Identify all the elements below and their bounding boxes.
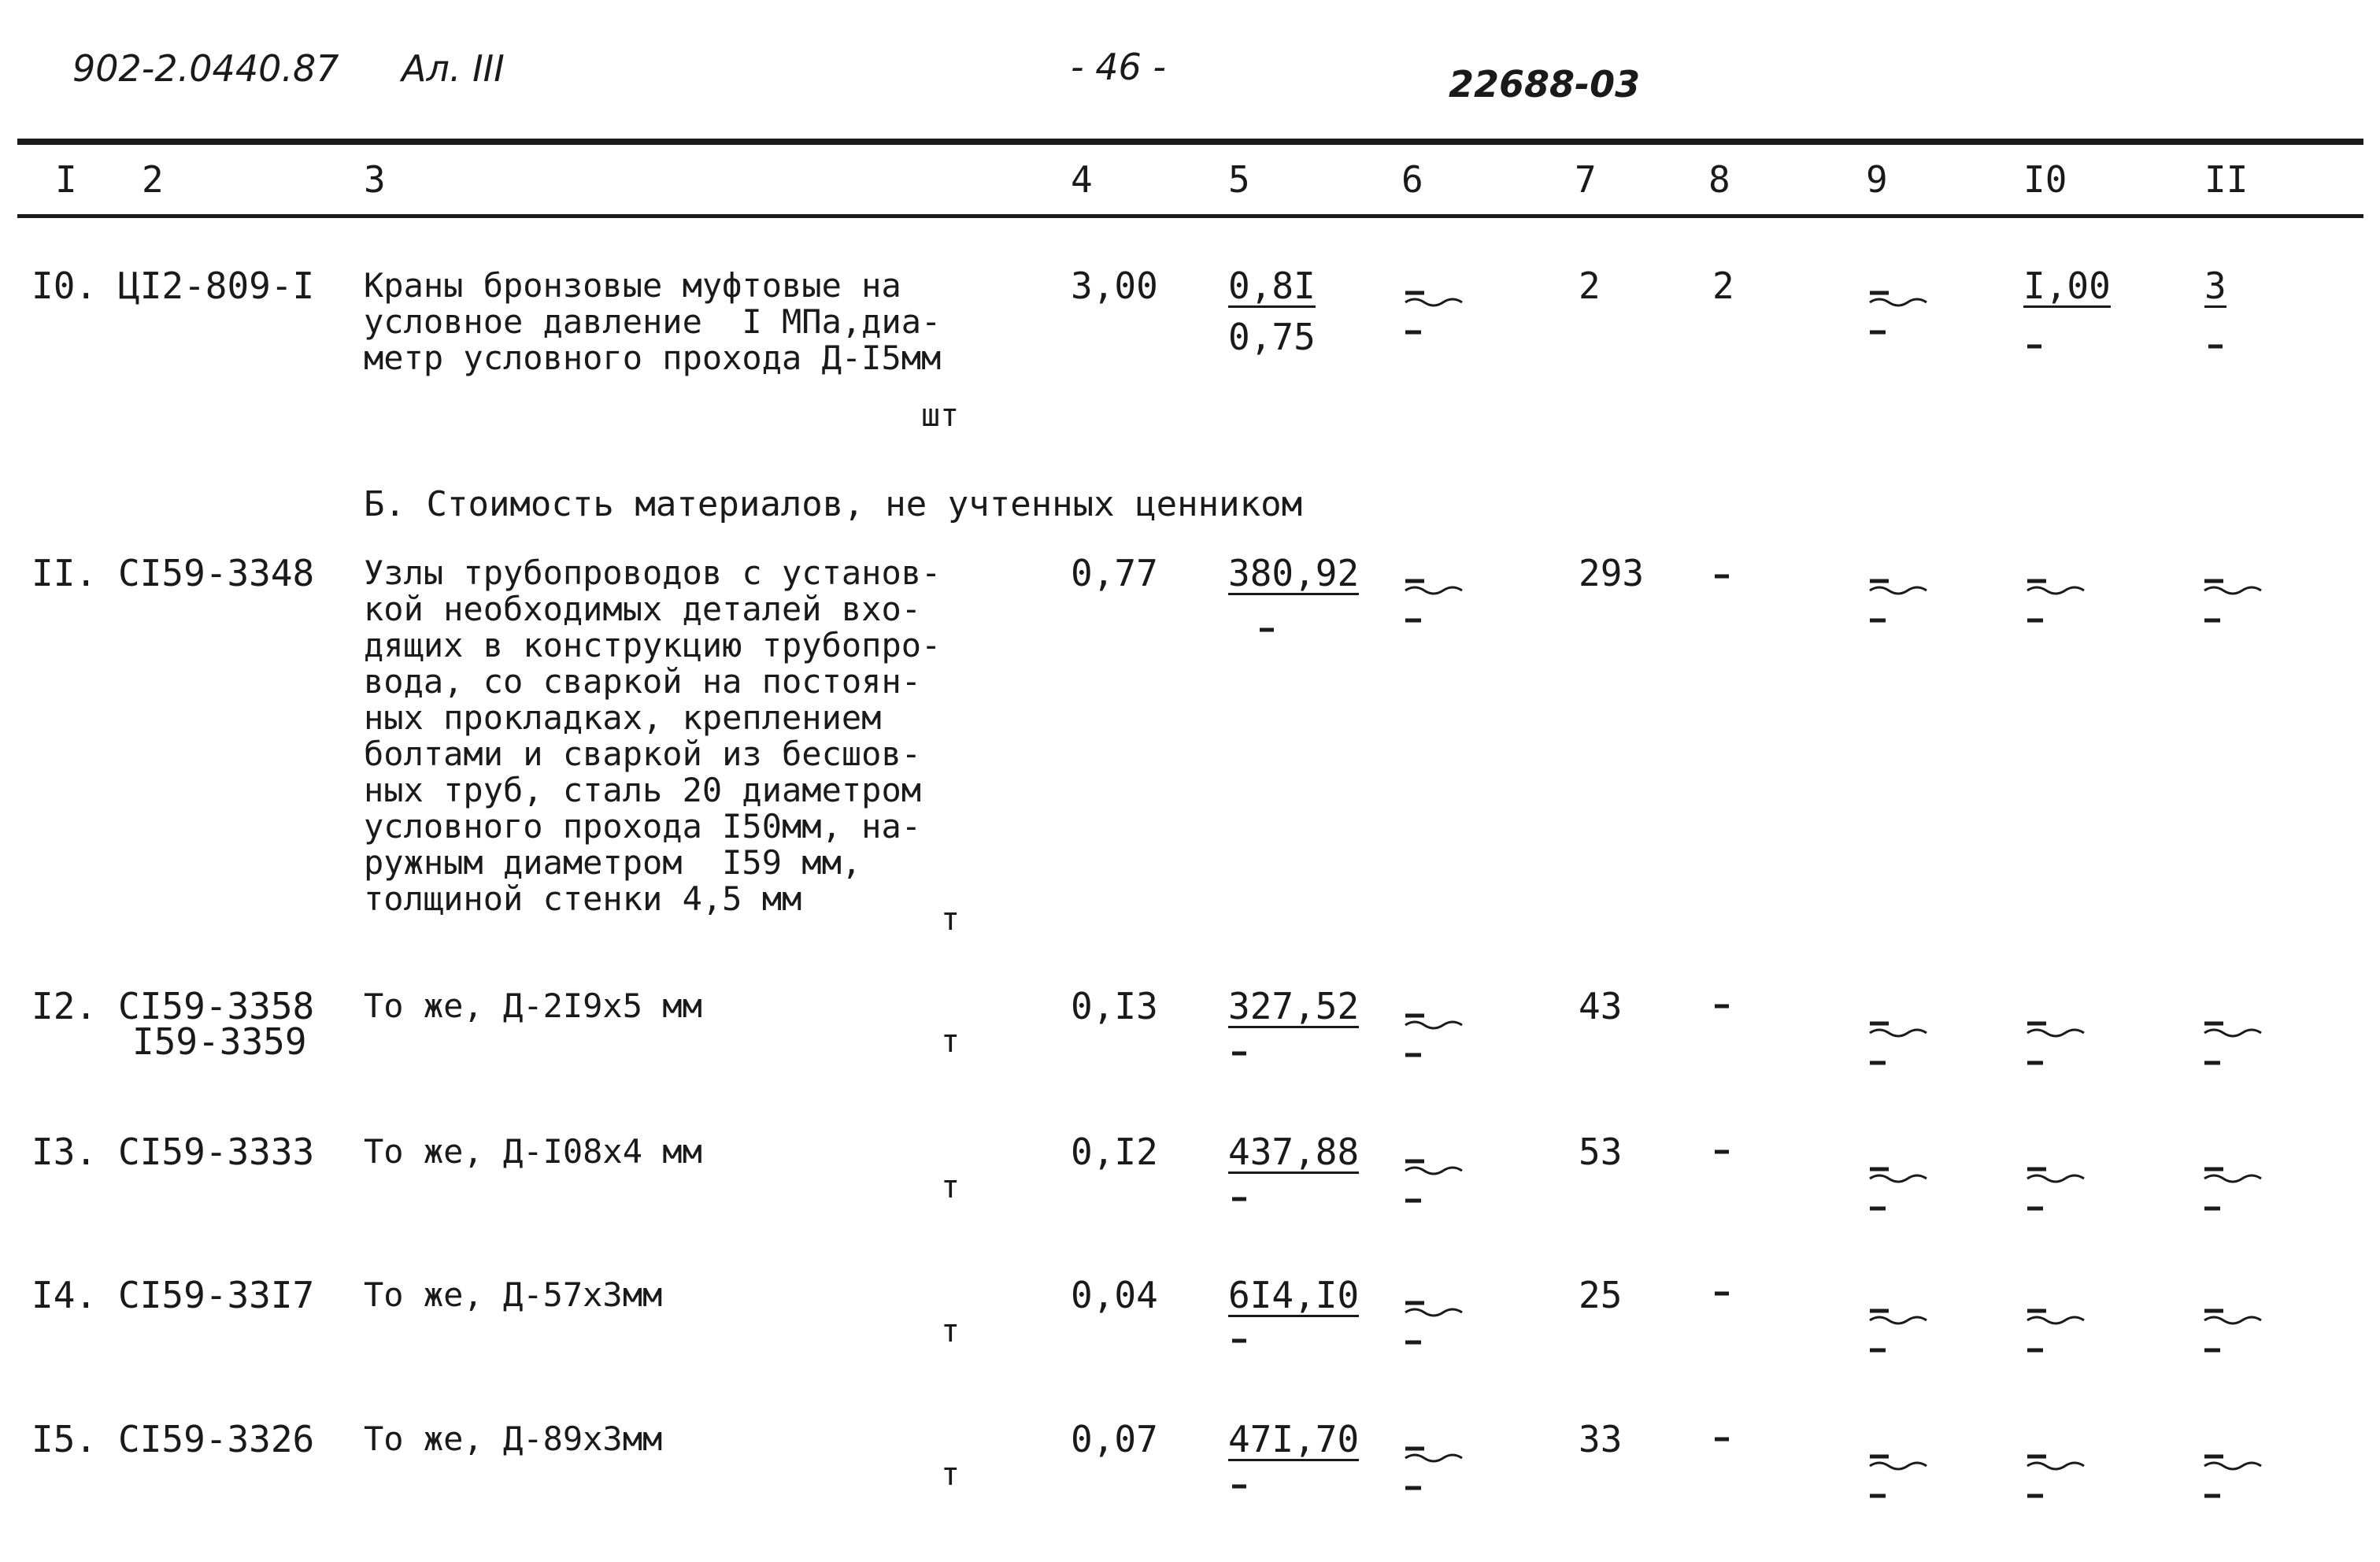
row-code: ЦI2-809-I — [118, 265, 315, 307]
col-header: II — [2204, 158, 2249, 201]
empty-cell-mark — [1405, 1449, 1462, 1488]
row-number: I3. — [31, 1131, 98, 1173]
empty-cell-mark — [1870, 581, 1927, 620]
row-col5-top: 437,88 — [1228, 1131, 1360, 1173]
col-header: 8 — [1708, 158, 1730, 201]
row-code: CI59-3358 — [118, 985, 315, 1027]
row-code: CI59-3326 — [118, 1418, 315, 1460]
row-col5-bottom: 0,75 — [1228, 316, 1316, 358]
row-col4: 0,I3 — [1071, 985, 1158, 1027]
row-col8: 2 — [1712, 265, 1734, 307]
row-number: II. — [31, 552, 98, 594]
empty-cell-mark — [1405, 293, 1462, 332]
row-col7: 2 — [1579, 265, 1601, 307]
row-description: То же, Д-2I9х5 мм — [364, 986, 702, 1025]
row-col4: 0,04 — [1071, 1274, 1158, 1316]
album-label: Ал. III — [402, 47, 505, 90]
col-header: 4 — [1071, 158, 1093, 201]
empty-cell-mark — [1870, 1169, 1927, 1209]
row-unit: т — [941, 1169, 961, 1205]
row-unit: шт — [921, 398, 960, 434]
row-unit: т — [941, 1023, 961, 1060]
empty-cell-mark — [2204, 1169, 2261, 1209]
empty-cell-mark — [2027, 1169, 2084, 1209]
row-col7: 25 — [1579, 1274, 1623, 1316]
row-code-secondary: I59-3359 — [132, 1020, 307, 1063]
row-unit: т — [941, 901, 961, 938]
empty-cell-mark — [1870, 1311, 1927, 1350]
row-code: CI59-3333 — [118, 1131, 315, 1173]
empty-cell-mark — [1870, 1023, 1927, 1063]
row-col5-top: 0,8I — [1228, 265, 1316, 307]
row-description: То же, Д-89х3мм — [364, 1419, 663, 1458]
empty-cell-mark — [2204, 1311, 2261, 1350]
col-header: 2 — [142, 158, 164, 201]
empty-cell-mark — [2204, 1457, 2261, 1496]
row-code: CI59-3348 — [118, 552, 315, 594]
row-description: Краны бронзовые муфтовые на условное давление I МПа,диа- метр условного прохода Д-I5мм — [364, 266, 942, 377]
section-title: Б. Стоимость материалов, не учтенных ценником — [364, 484, 1303, 524]
empty-cell-mark — [2204, 581, 2261, 620]
row-col4: 0,I2 — [1071, 1131, 1158, 1173]
col-header: 5 — [1228, 158, 1250, 201]
row-col7: 53 — [1579, 1131, 1623, 1173]
empty-cell-mark — [1405, 581, 1462, 620]
row-number: I0. — [31, 265, 98, 307]
empty-cell-mark — [1870, 1457, 1927, 1496]
empty-cell-mark — [2027, 581, 2084, 620]
row-number: I5. — [31, 1418, 98, 1460]
empty-cell-mark — [1870, 293, 1927, 332]
row-description: То же, Д-57х3мм — [364, 1275, 663, 1314]
empty-cell-mark — [1405, 1303, 1462, 1342]
col-header: 7 — [1575, 158, 1597, 201]
col-header: I0 — [2023, 158, 2067, 201]
row-col10: I,00 — [2023, 265, 2111, 307]
row-col11: 3 — [2204, 265, 2226, 307]
row-unit: т — [941, 1457, 961, 1493]
row-col5-top: 380,92 — [1228, 552, 1360, 594]
row-description: Узлы трубопроводов с установ- кой необходимых деталей вхо- дящих в конструкцию трубопро- вода, со сваркой на постоян- ных прокладках, креплением болтами и сваркой из бесшов- ных труб, сталь 20 диаметром условного прохода I50мм, на- ружным диаметром I59 мм, толщиной стенки 4,5 мм — [364, 553, 942, 918]
row-col4: 3,00 — [1071, 265, 1158, 307]
row-number: I2. — [31, 985, 98, 1027]
row-col5-top: 6I4,I0 — [1228, 1274, 1360, 1316]
col-header: 9 — [1866, 158, 1888, 201]
col-header: 6 — [1401, 158, 1423, 201]
sheet-code: 22688-03 — [1449, 63, 1641, 105]
doc-code: 902-2.0440.87 — [72, 47, 339, 90]
col-header: 3 — [364, 158, 386, 201]
row-col7: 33 — [1579, 1418, 1623, 1460]
col-header: I — [55, 158, 77, 201]
row-col7: 43 — [1579, 985, 1623, 1027]
row-col7: 293 — [1579, 552, 1645, 594]
row-col4: 0,77 — [1071, 552, 1158, 594]
row-col5-top: 327,52 — [1228, 985, 1360, 1027]
empty-cell-mark — [2027, 1457, 2084, 1496]
row-col4: 0,07 — [1071, 1418, 1158, 1460]
row-code: CI59-33I7 — [118, 1274, 315, 1316]
empty-cell-mark — [1405, 1016, 1462, 1055]
page-number: - 46 - — [1071, 46, 1166, 88]
empty-cell-mark — [2204, 1023, 2261, 1063]
row-unit: т — [941, 1313, 961, 1349]
empty-cell-mark — [2027, 1311, 2084, 1350]
row-col5-top: 47I,70 — [1228, 1418, 1360, 1460]
row-number: I4. — [31, 1274, 98, 1316]
empty-cell-mark — [1405, 1161, 1462, 1201]
row-description: То же, Д-I08х4 мм — [364, 1132, 702, 1171]
empty-cell-mark — [2027, 1023, 2084, 1063]
